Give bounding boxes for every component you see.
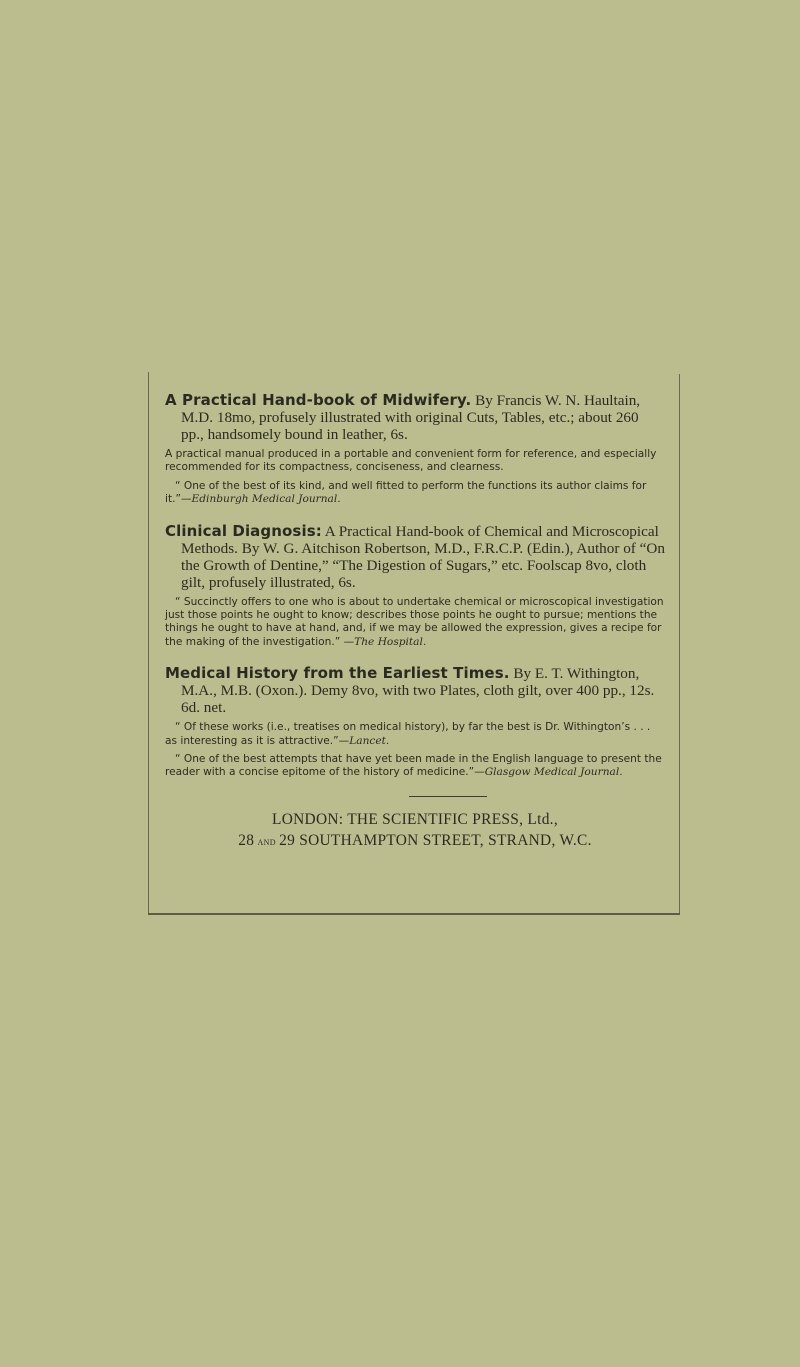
review-quote: A practical manual produced in a portable and convenient form for reference, and especially recommended for its compactness, conciseness, and clearness. — [165, 448, 657, 474]
book-title: Clinical Diagnosis: — [165, 521, 322, 540]
book-title: A Practical Hand-book of Midwifery. — [165, 391, 472, 409]
review-source: Lancet. — [349, 734, 390, 747]
review-source: The Hospital. — [354, 635, 427, 648]
book-entry-medical-history — [165, 665, 665, 780]
section-divider — [409, 796, 487, 797]
book-details: A Practical Hand-book of Chemical and Microscopical Methods. By W. G. Aitchison Robertson, M.D., F.R.C.P. (Edin.), Author of “On the Growth of Dentine,” “The Digestion of Sugars,” etc. Foolscap 8vo, cloth gilt, profusely illustrated, 6s. — [181, 522, 665, 591]
book-entry-midwifery — [165, 392, 665, 507]
review-quote: “ One of the best attempts that have yet been made in the English language to present the reader with a concise epitome of the history of medicine.”—Glasgow Medical Journal. — [165, 753, 662, 779]
advertisement-page — [165, 392, 665, 852]
review-source: Edinburgh Medical Journal. — [191, 493, 341, 506]
book-details: By E. T. Withington, M.A., M.B. (Oxon.). Demy 8vo, with two Plates, cloth gilt, over 400 pp., 12s. 6d. net. — [181, 665, 655, 717]
book-details: By Francis W. N. Haultain, M.D. 18mo, profusely illustrated with original Cuts, Tables, etc.; about 260 pp., handsomely bound in leather, 6s. — [181, 392, 641, 443]
review-quote: “ One of the best of its kind, and well fitted to perform the functions its author claims for it.”—Edinburgh Medical Journal. — [165, 479, 647, 506]
publisher-name: LONDON: THE SCIENTIFIC PRESS, Ltd., — [272, 810, 558, 828]
book-title: Medical History from the Earliest Times. — [165, 664, 510, 683]
review-source: Glasgow Medical Journal. — [484, 766, 623, 779]
review-quote: “ Of these works (i.e., treatises on medical history), by far the best is Dr. Withington’s . . . as interesting as it is attractive.”—Lancet. — [165, 721, 651, 747]
entry-heading — [165, 392, 665, 443]
frame-right-rule — [679, 374, 680, 914]
entry-heading — [165, 523, 665, 591]
publisher-imprint — [165, 809, 665, 852]
frame-left-rule — [148, 372, 149, 913]
entry-heading — [165, 665, 665, 716]
book-entry-clinical-diagnosis — [165, 523, 665, 650]
review-quote: “ Succinctly offers to one who is about to undertake chemical or microscopical investigation just those points he ought to know; describes those points he ought to pursue; mentions the things he ought to have at hand, and, if we may be allowed the expression, gives a recipe for the making of the investigation.” —The Hospital. — [165, 595, 664, 648]
frame-bottom-rule — [148, 913, 680, 915]
publisher-address: 28 and 29 SOUTHAMPTON STREET, STRAND, W.C. — [238, 831, 592, 849]
